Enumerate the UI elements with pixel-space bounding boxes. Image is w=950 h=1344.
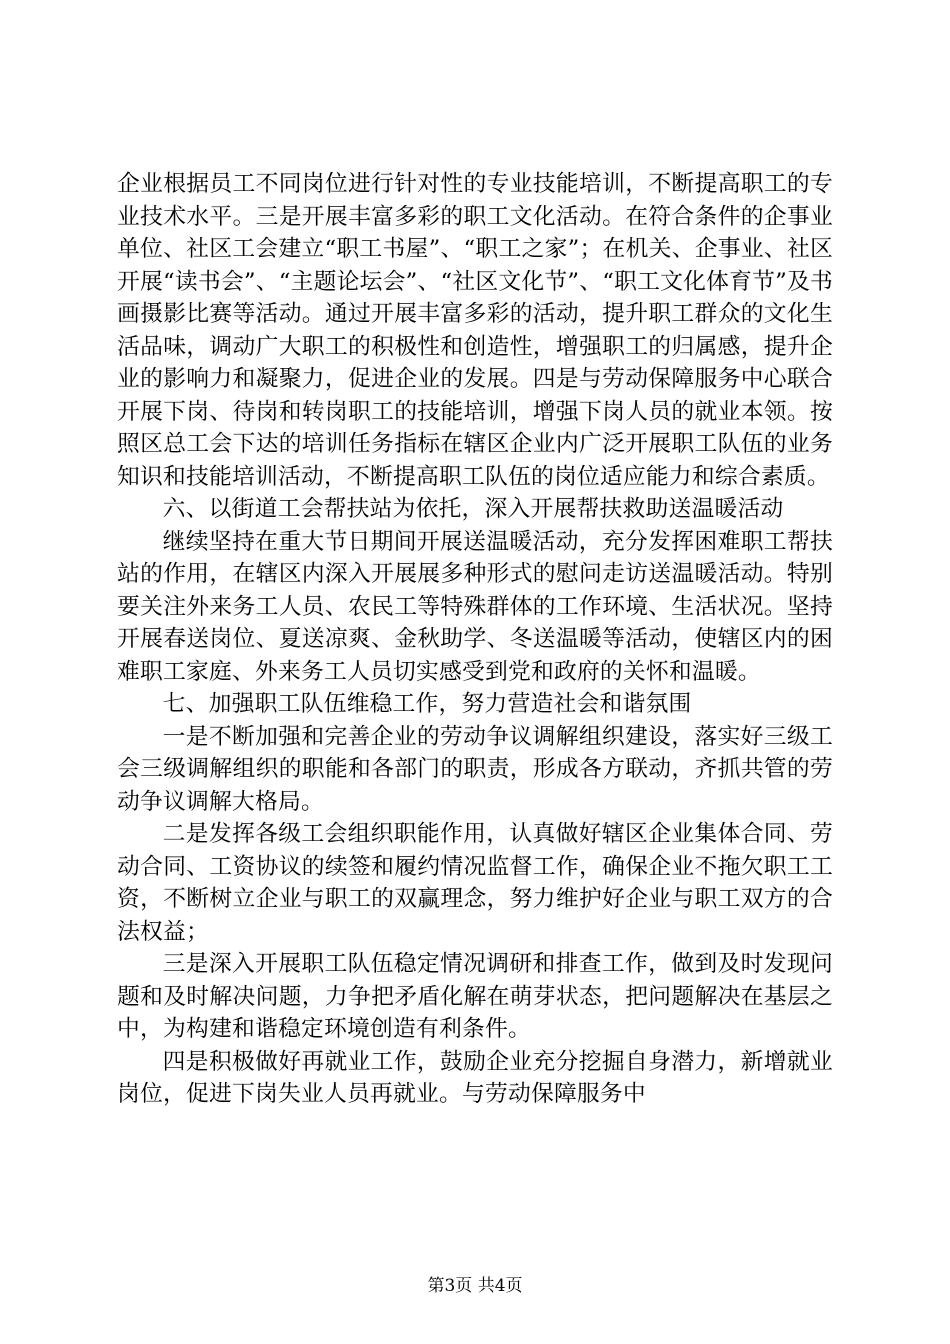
paragraph-item-four: 四是积极做好再就业工作，鼓励企业充分挖掘自身潜力，新增就业岗位，促进下岗失业人员再就业。与劳动保障服务中 — [117, 1048, 833, 1107]
paragraph-item-two: 二是发挥各级工会组织职能作用，认真做好辖区企业集体合同、劳动合同、工资协议的续签和履约情况监督工作，确保企业不拖欠职工工资，不断树立企业与职工的双赢理念，努力维护好企业与职工双方的合法权益； — [117, 821, 833, 945]
paragraph-item-three: 三是深入开展职工队伍稳定情况调研和排查工作，做到及时发现问题和及时解决问题，力争把矛盾化解在萌芽状态，把问题解决在基层之中，为构建和谐稳定环境创造有利条件。 — [117, 951, 833, 1042]
section-heading-six: 六、以街道工会帮扶站为依托，深入开展帮扶救助送温暖活动 — [162, 496, 784, 522]
paragraph-warmth-activities: 继续坚持在重大节日期间开展送温暖活动，充分发挥困难职工帮扶站的作用，在辖区内深入开展展多种形式的慰问走访送温暖活动。特别要关注外来务工人员、农民工等特殊群体的工作环境、生活状况。坚持开展春送岗位、夏送凉爽、金秋助学、冬送温暖等活动，使辖区内的困难职工家庭、外来务工人员切实感受到党和政府的关怀和温暖。 — [117, 528, 833, 685]
paragraph-training-culture: 企业根据员工不同岗位进行针对性的专业技能培训，不断提高职工的专业技术水平。三是开展丰富多彩的职工文化活动。在符合条件的企事业单位、社区工会建立“职工书屋”、“职工之家”；在机关、企事业、社区开展“读书会”、“主题论坛会”、“社区文化节”、“职工文化体育节”及书画摄影比赛等活动。通过开展丰富多彩的活动，提升职工群众的文化生活品味，调动广大职工的积极性和创造性，增强职工的归属感，提升企业的影响力和凝聚力，促进企业的发展。四是与劳动保障服务中心联合开展下岗、待岗和转岗职工的技能培训，增强下岗人员的就业本领。按照区总工会下达的培训任务指标在辖区企业内广泛开展职工队伍的业务知识和技能培训活动，不断提高职工队伍的岗位适应能力和综合素质。 — [117, 171, 833, 490]
paragraph-item-one: 一是不断加强和完善企业的劳动争议调解组织建设，落实好三级工会三级调解组织的职能和各部门的职责，形成各方联动，齐抓共管的劳动争议调解大格局。 — [117, 723, 833, 815]
section-heading-seven: 七、加强职工队伍维稳工作，努力营造社会和谐氛围 — [162, 691, 692, 717]
page-footer: 第3页 共4页 — [427, 1276, 523, 1296]
document-body — [117, 168, 833, 1111]
